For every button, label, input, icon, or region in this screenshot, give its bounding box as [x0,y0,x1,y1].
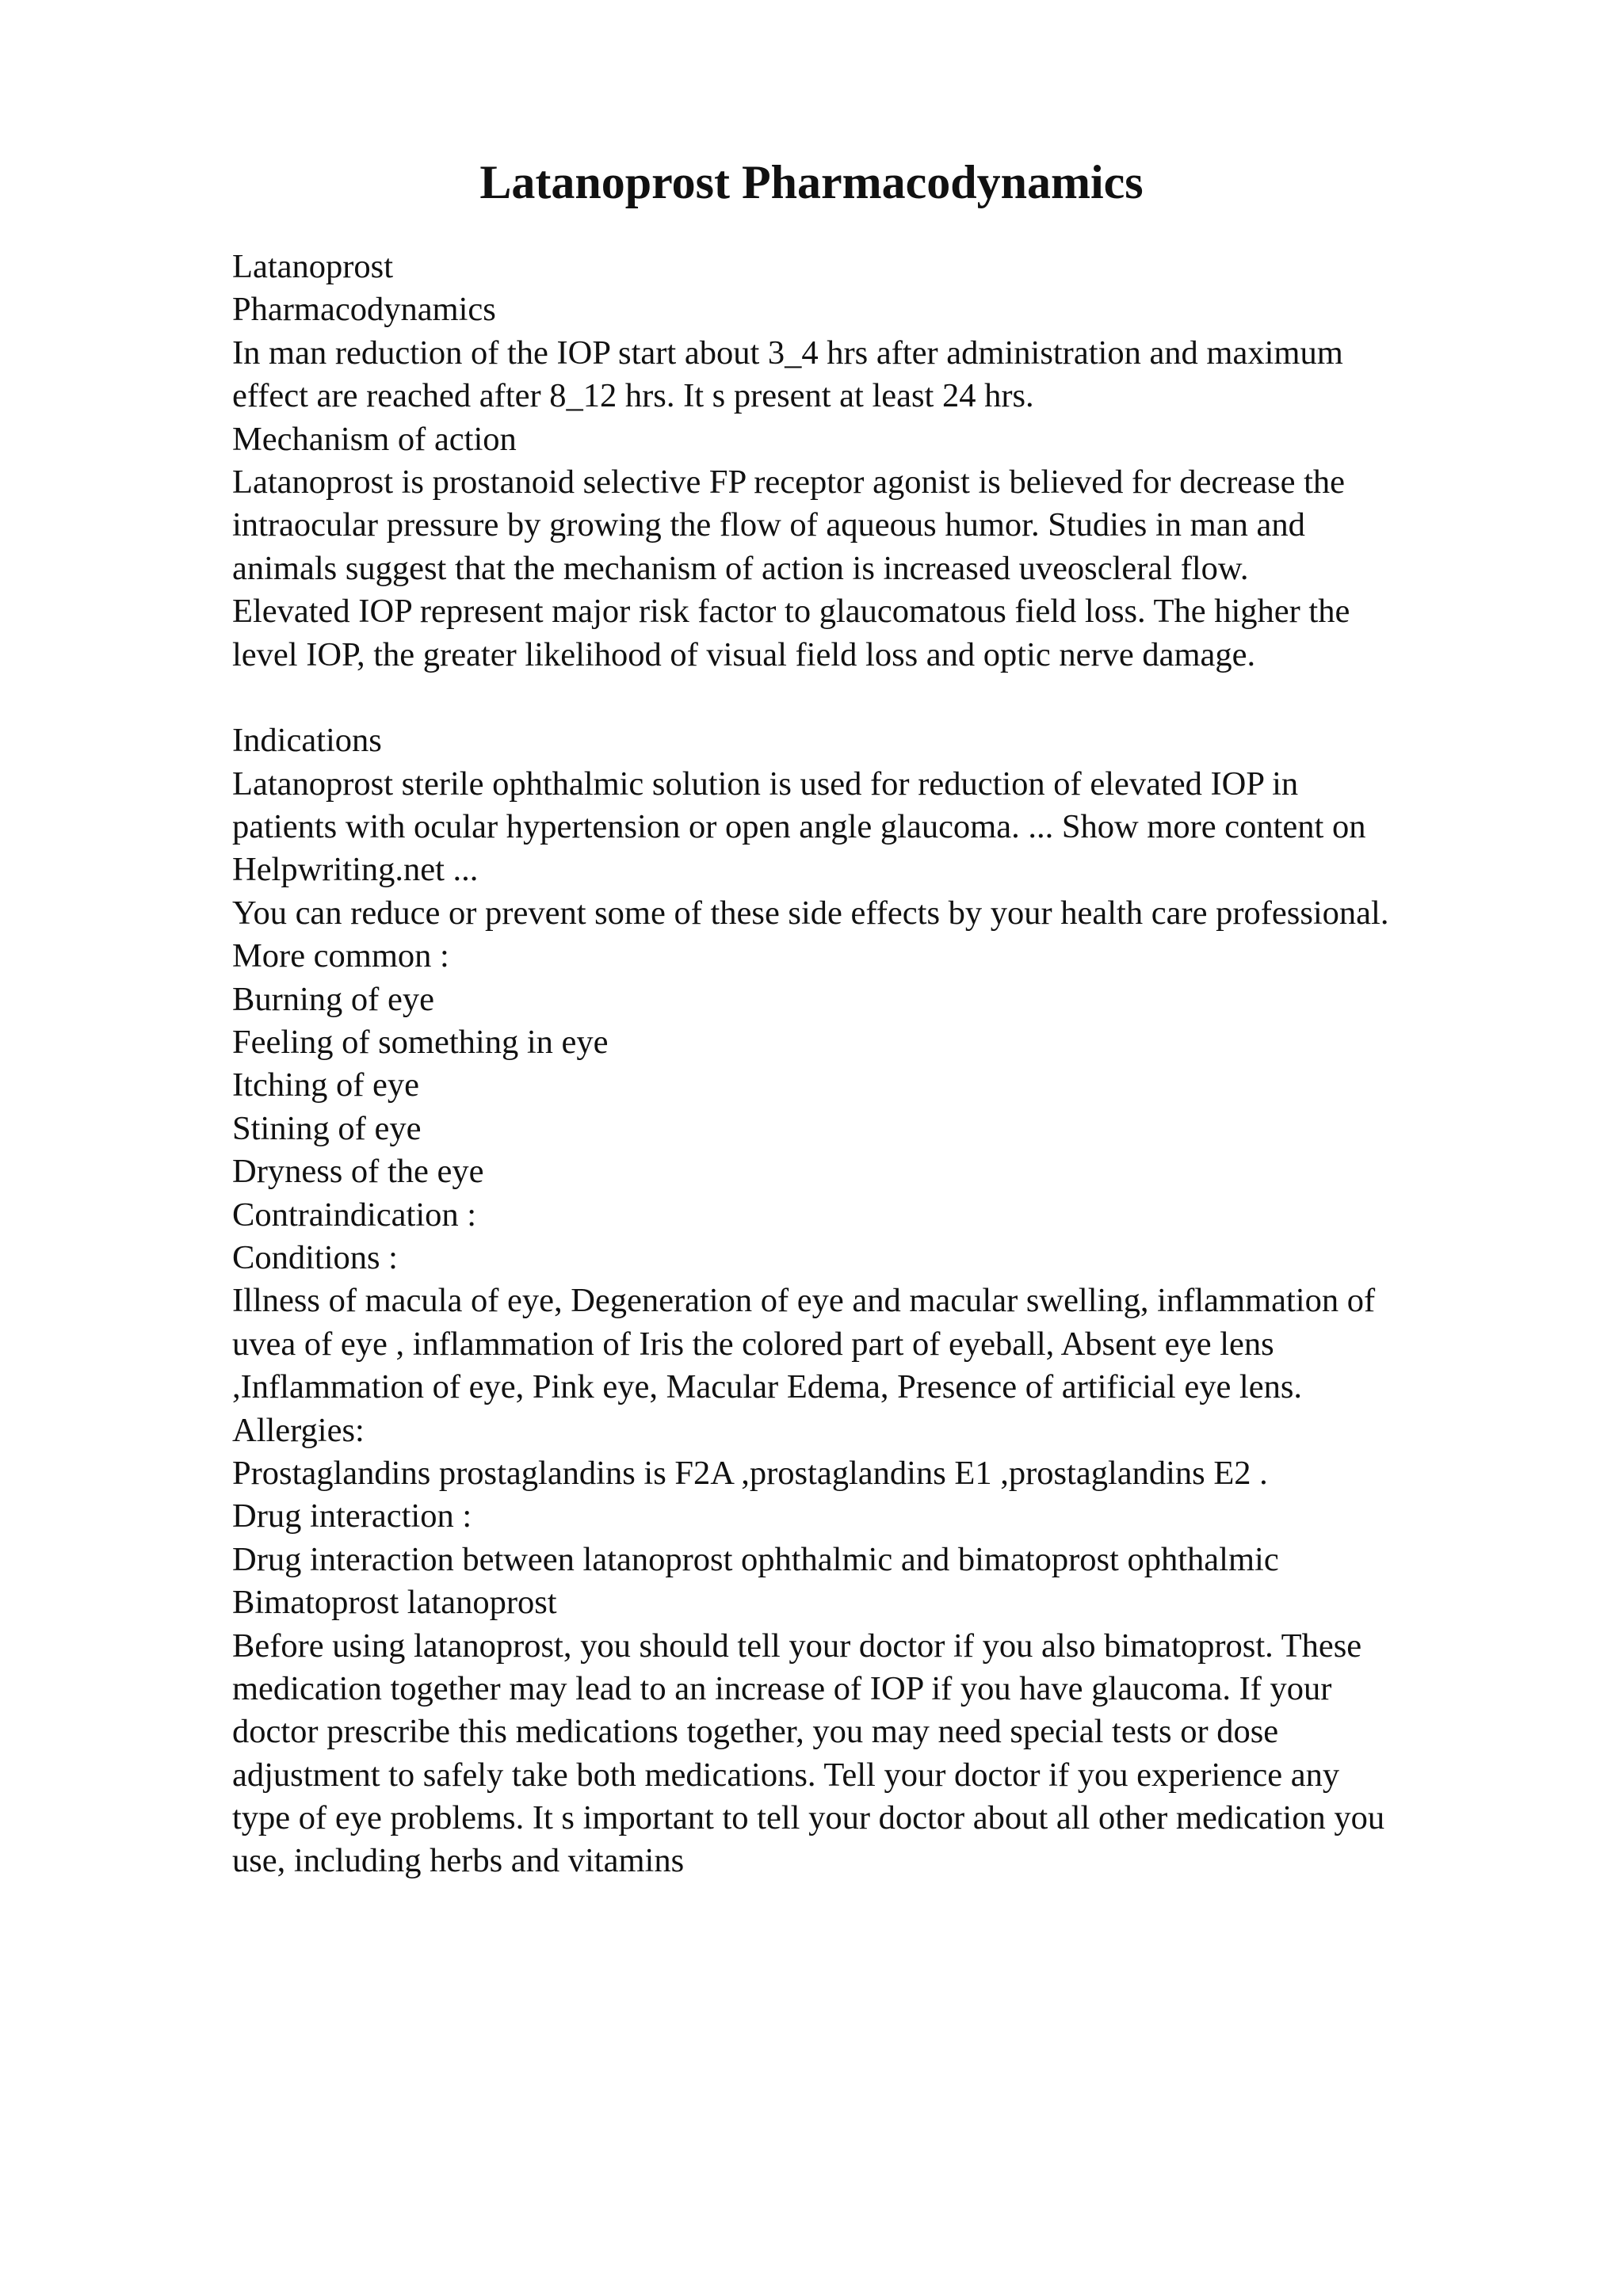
text-line: Helpwriting.net ... [232,851,479,889]
text-line: Mechanism of action [232,420,517,458]
blank-line [232,677,1548,719]
text-line: adjustment to safely take both medications. Tell your doctor if you experience any [232,1756,1340,1794]
text-line: Indications [232,722,382,760]
text-line: Before using latanoprost, you should tell your doctor if you also bimatoprost. These [232,1627,1362,1665]
text-line: Feeling of something in eye [232,1024,609,1062]
text-line: animals suggest that the mechanism of action is increased uveoscleral flow. [232,549,1249,587]
page-title: Latanoprost Pharmacodynamics [479,156,1144,208]
text-line: Drug interaction : [232,1497,472,1535]
text-line: Drug interaction between latanoprost ophthalmic and bimatoprost ophthalmic [232,1540,1279,1578]
text-line: patients with ocular hypertension or open angle glaucoma. ... Show more content on [232,808,1366,846]
text-line: In man reduction of the IOP start about 3_4 hrs after administration and maximum [232,334,1343,372]
text-line: uvea of eye , inflammation of Iris the colored part of eyeball, Absent eye lens [232,1325,1274,1363]
text-line: type of eye problems. It s important to tell your doctor about all other medication you [232,1799,1385,1837]
text-line: Bimatoprost latanoprost [232,1584,557,1622]
text-line: Illness of macula of eye, Degeneration of eye and macular swelling, inflammation of [232,1282,1376,1320]
text-line: level IOP, the greater likelihood of visual field loss and optic nerve damage. [232,635,1256,673]
text-line: More common : [232,937,449,975]
text-line: Dryness of the eye [232,1153,484,1191]
text-line: You can reduce or prevent some of these side effects by your health care professional. [232,894,1389,932]
text-line: medication together may lead to an increase of IOP if you have glaucoma. If your [232,1669,1332,1707]
text-line: Latanoprost [232,248,393,285]
text-line: Stining of eye [232,1109,422,1147]
text-line: Latanoprost sterile ophthalmic solution is used for reduction of elevated IOP in [232,765,1299,803]
text-line: Pharmacodynamics [232,291,496,329]
text-line: Itching of eye [232,1066,420,1104]
text-line: Conditions : [232,1238,398,1276]
text-line: Latanoprost is prostanoid selective FP receptor agonist is believed for decrease the [232,463,1346,501]
text-line: Contraindication : [232,1196,477,1234]
text-line: Prostaglandins prostaglandins is F2A ,prostaglandins E1 ,prostaglandins E2 . [232,1454,1268,1492]
text-line: effect are reached after 8_12 hrs. It s present at least 24 hrs. [232,377,1034,415]
document-body [232,246,1548,1883]
text-line: ,Inflammation of eye, Pink eye, Macular Edema, Presence of artificial eye lens. [232,1368,1303,1406]
text-line: Allergies: [232,1411,365,1449]
text-line: use, including herbs and vitamins [232,1842,685,1880]
text-line: intraocular pressure by growing the flow of aqueous humor. Studies in man and [232,506,1305,544]
text-line: Elevated IOP represent major risk factor to glaucomatous field loss. The higher the [232,593,1350,631]
text-line: doctor prescribe this medications together, you may need special tests or dose [232,1713,1279,1751]
text-line: Burning of eye [232,980,434,1018]
